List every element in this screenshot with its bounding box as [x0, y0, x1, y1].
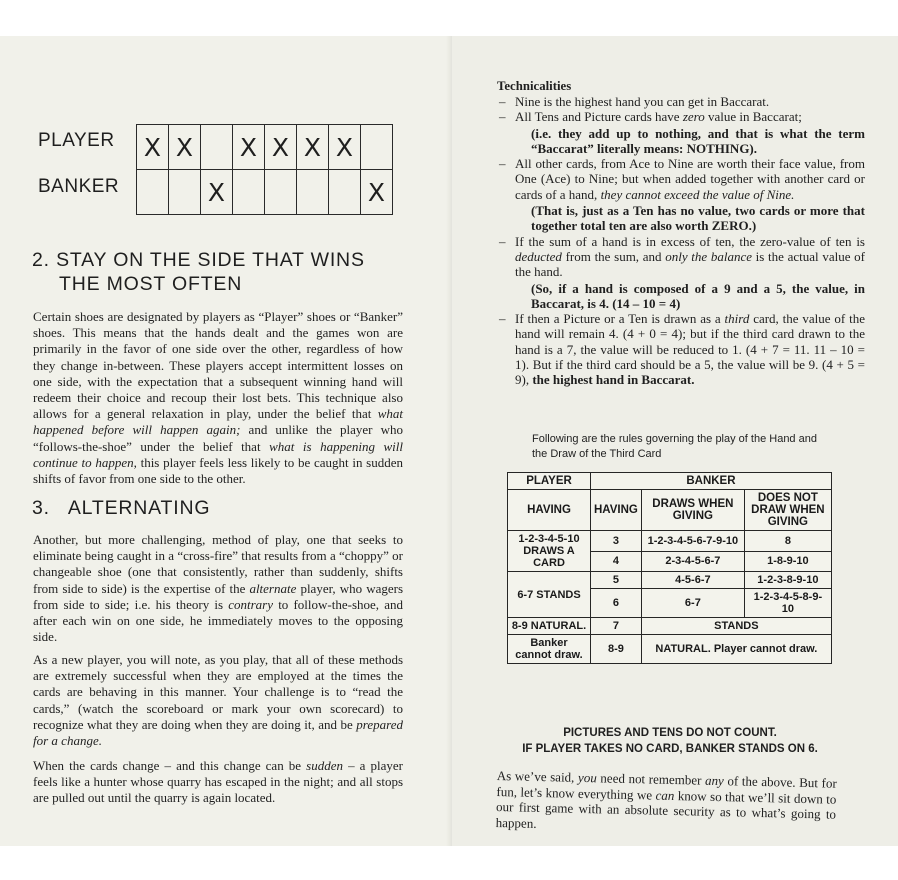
- note-text: (So, if a hand is composed of a 9 and a 5, the value, in Baccarat, is 4. (14 – 10 = 4): [531, 280, 865, 311]
- italic-run: contrary: [228, 596, 274, 612]
- section-3-title: ALTERNATING: [67, 497, 211, 519]
- italic-run: can: [655, 787, 675, 803]
- bold-run: the highest hand in Baccarat.: [532, 372, 695, 388]
- footnote-line-2: IF PLAYER TAKES NO CARD, BANKER STANDS ON 6.: [522, 743, 818, 755]
- text-run: As we’ve said,: [496, 768, 579, 785]
- technicalities-list: [497, 94, 865, 388]
- table-cell: 8-9: [591, 635, 642, 664]
- table-row: [508, 490, 832, 531]
- scorecard-player-label: PLAYER: [38, 130, 115, 151]
- section-3-heading: [32, 496, 210, 520]
- scorecard-cell: [361, 125, 393, 170]
- text-run: All other cards, from Ace to Nine are worth their face value, from One (Ace) to Nine; but when added together with another card or cards of a hand,: [515, 156, 865, 202]
- header-draws-when-giving: DRAWS WHEN GIVING: [641, 490, 744, 531]
- scorecard-cell: X: [265, 125, 297, 170]
- section-2-heading: [32, 248, 432, 296]
- rules-intro: Following are the rules governing the play of the Hand and the Draw of the Third Card: [532, 433, 817, 460]
- italic-run: what happened before will happen again;: [33, 406, 403, 438]
- scorecard-cell: [297, 170, 329, 215]
- header-banker: BANKER: [591, 473, 832, 490]
- italic-run: deducted: [515, 248, 562, 264]
- scorecard-cell: [329, 170, 361, 215]
- table-row: [508, 531, 832, 552]
- scorecard-cell: X: [169, 125, 201, 170]
- table-cell: 4: [591, 551, 642, 572]
- table-cell: 1-2-3-4-5-6-7-9-10: [641, 531, 744, 552]
- right-page: [452, 36, 898, 846]
- note-text: (That is, just as a Ten has no value, two cards or more that together total ten are also worth ZERO.): [531, 203, 865, 234]
- italic-run: they cannot exceed the value of Nine.: [600, 186, 795, 202]
- scorecard-player-row: [137, 125, 393, 170]
- header-player: PLAYER: [508, 473, 591, 490]
- player-group-banker-cannot-draw: Banker cannot draw.: [508, 635, 591, 664]
- header-does-not-draw: DOES NOT DRAW WHEN GIVING: [744, 490, 831, 531]
- table-row: [508, 618, 832, 635]
- scorecard-cell: [137, 170, 169, 215]
- scorecard-cell: X: [137, 125, 169, 170]
- scorecard-cell: X: [233, 125, 265, 170]
- table-cell-natural: NATURAL. Player cannot draw.: [641, 635, 831, 664]
- table-cell: 1-2-3-8-9-10: [744, 572, 831, 589]
- footnote-line-1: PICTURES AND TENS DO NOT COUNT.: [563, 727, 777, 739]
- header-banker-having: HAVING: [591, 490, 642, 531]
- player-group-draws: 1-2-3-4-5-10 DRAWS A CARD: [508, 531, 591, 572]
- table-row: [508, 635, 832, 664]
- list-item: – Nine is the highest hand you can get in Baccarat.: [499, 94, 770, 109]
- text-run: of the above. But for fun, let’s know everything we: [496, 773, 837, 803]
- table-cell: 8: [744, 531, 831, 552]
- paragraph-alternating: [33, 532, 403, 645]
- note-text: (i.e. they add up to nothing, and that is what the term “Baccarat” literally means: NOTHING).: [531, 125, 865, 156]
- text-run: When the cards change – and this change can be: [33, 758, 307, 773]
- text-run: Nine is the highest hand you can get in Baccarat.: [515, 94, 770, 109]
- table-cell: 1-8-9-10: [744, 551, 831, 572]
- scorecard-banker-row: [137, 170, 393, 215]
- italic-run: what is happening will continue to happen,: [33, 438, 403, 470]
- italic-run: alternate: [249, 580, 297, 596]
- italic-run: you: [577, 769, 597, 786]
- italic-run: only the balance: [665, 248, 752, 264]
- text-run: this player feels less likely to be caught in sudden shifts of favor from one side to the other.: [33, 454, 403, 487]
- table-row: [508, 473, 832, 490]
- paragraph-new-player: [33, 652, 403, 749]
- scorecard-cell: [233, 170, 265, 215]
- italic-run: prepared for a change.: [33, 716, 403, 749]
- section-2-number: 2.: [32, 249, 50, 271]
- text-run: As a new player, you will note, as you play, that all of these methods are extremely successful when they are employed at the times the cards are behaving in this manner. Your challenge is to “read the cards,” (watch the scoreboard or mark your own scorecard) to recognize what they are doing when they are doing it, and be: [33, 652, 403, 732]
- text-run: know so that we’ll sit down to our first game with an absolute security as to what’s going to happen.: [495, 787, 837, 831]
- text-run: Another, but more challenging, method of play, one that seeks to eliminate being caught in a “cross-fire” that results from a “choppy” or changeable shoe (one that consistently, rather than suddenly, shifts from side to side) is the expertise of the: [33, 532, 403, 596]
- section-3-number: 3.: [32, 497, 50, 519]
- closing-paragraph: [496, 768, 837, 838]
- text-run: need not remember: [596, 770, 706, 788]
- list-item: – If then a Picture or a Ten is drawn as a third card, the value of the hand will remain 4. (4 + 0 = 4); but if the third card drawn to the hand is a 7, the value will be reduced to 1. (4 + 7 = 11. 11 – 10 = 1). But if the third card should be a 5, the value will be 9. (4 + 5 = 9), the highest hand in Baccarat.: [499, 311, 865, 388]
- text-run: All Tens and Picture cards have: [515, 109, 683, 125]
- text-run: If the sum of a hand is in excess of ten, the zero-value of ten is: [515, 233, 865, 249]
- scorecard-cell: [201, 125, 233, 170]
- text-run: Certain shoes are designated by players as “Player” shoes or “Banker” shoes. This means that the hands dealt and the games won are primarily in the favor of one side over the other, regardless of how they change in-between. These players accept intermittent losses on one side, with the expectation that a subsequent winning hand will redeem their choice and recoup their lost bets. This technique also allows for a general relaxation in play, under the belief that: [33, 309, 403, 422]
- scorecard-cell: X: [329, 125, 361, 170]
- text-run: and unlike the player who “follows-the-shoe” under the belief that: [33, 422, 403, 454]
- text-run: player, who wagers from side to side; i.e. his theory is: [33, 580, 404, 612]
- text-run: to follow-the-shoe, and after each win on one side, he immediately moves to the opposing side.: [33, 596, 403, 645]
- paragraph-shoes: [33, 309, 403, 487]
- list-item: – If the sum of a hand is in excess of ten, the zero-value of ten is deducted from the sum, and only the balance is the actual value of the hand. (So, if a hand is composed of a 9 and a 5, the value, in Baccarat, is 4. (14 – 10 = 4): [499, 233, 865, 311]
- section-2-title-line-2: THE MOST OFTEN: [59, 273, 243, 295]
- list-item: – All Tens and Picture cards have zero value in Baccarat; (i.e. they add up to nothing, and that is what the term “Baccarat” literally means: NOTHING).: [499, 109, 865, 156]
- table-cell: 6-7: [641, 589, 744, 618]
- header-player-having: HAVING: [508, 490, 591, 531]
- table-cell: 3: [591, 531, 642, 552]
- italic-run: sudden: [306, 758, 343, 773]
- table-footnote: [508, 725, 832, 757]
- section-2-title-line-1: STAY ON THE SIDE THAT WINS: [56, 249, 365, 271]
- table-cell: 5: [591, 572, 642, 589]
- table-row: [508, 572, 832, 589]
- technicalities-title: Technicalities: [497, 79, 572, 93]
- paragraph-cards-change: [33, 758, 403, 807]
- scorecard-banker-label: BANKER: [38, 176, 120, 197]
- table-cell: 7: [591, 618, 642, 635]
- italic-run: any: [704, 772, 724, 789]
- table-cell-stands: STANDS: [641, 618, 831, 635]
- player-group-natural: 8-9 NATURAL.: [508, 618, 591, 635]
- scorecard-cell: X: [361, 170, 393, 215]
- left-page: [0, 36, 452, 846]
- table-cell: 4-5-6-7: [641, 572, 744, 589]
- italic-run: third: [724, 311, 750, 327]
- text-run: value in Baccarat;: [704, 109, 802, 125]
- text-run: If then a Picture or a Ten is drawn as a: [515, 311, 725, 327]
- scorecard-cell: [265, 170, 297, 215]
- scorecard-grid: [136, 124, 393, 215]
- scorecard-cell: X: [201, 170, 233, 215]
- table-cell: 1-2-3-4-5-8-9-10: [744, 589, 831, 618]
- third-card-rules-table: [507, 472, 832, 664]
- italic-run: zero: [682, 109, 705, 125]
- text-run: card, the value of the hand will remain 4. (4 + 0 = 4); but if the third card drawn to the hand is a 7, the value will be reduced to 1. (4 + 7 = 11. 11 – 10 = 1). But if the third card should be a 5, the value will be 9. (4 + 5 = 9),: [515, 311, 865, 388]
- table-cell: 2-3-4-5-6-7: [641, 551, 744, 572]
- scorecard-cell: X: [297, 125, 329, 170]
- table-cell: 6: [591, 589, 642, 618]
- scorecard-cell: [169, 170, 201, 215]
- text-run: from the sum, and: [561, 248, 666, 264]
- text-run: is the actual value of the hand.: [515, 248, 865, 280]
- list-item: – All other cards, from Ace to Nine are worth their face value, from One (Ace) to Nine; but when added together with another card or cards of a hand, they cannot exceed the value of Nine. (That is, just as a Ten has no value, two cards or more that together total ten are also worth ZERO.): [499, 156, 865, 234]
- text-run: – a player feels like a hunter whose quarry has escaped in the night; and all stops are pulled out until the quarry is again located.: [33, 758, 403, 806]
- player-group-stands: 6-7 STANDS: [508, 572, 591, 618]
